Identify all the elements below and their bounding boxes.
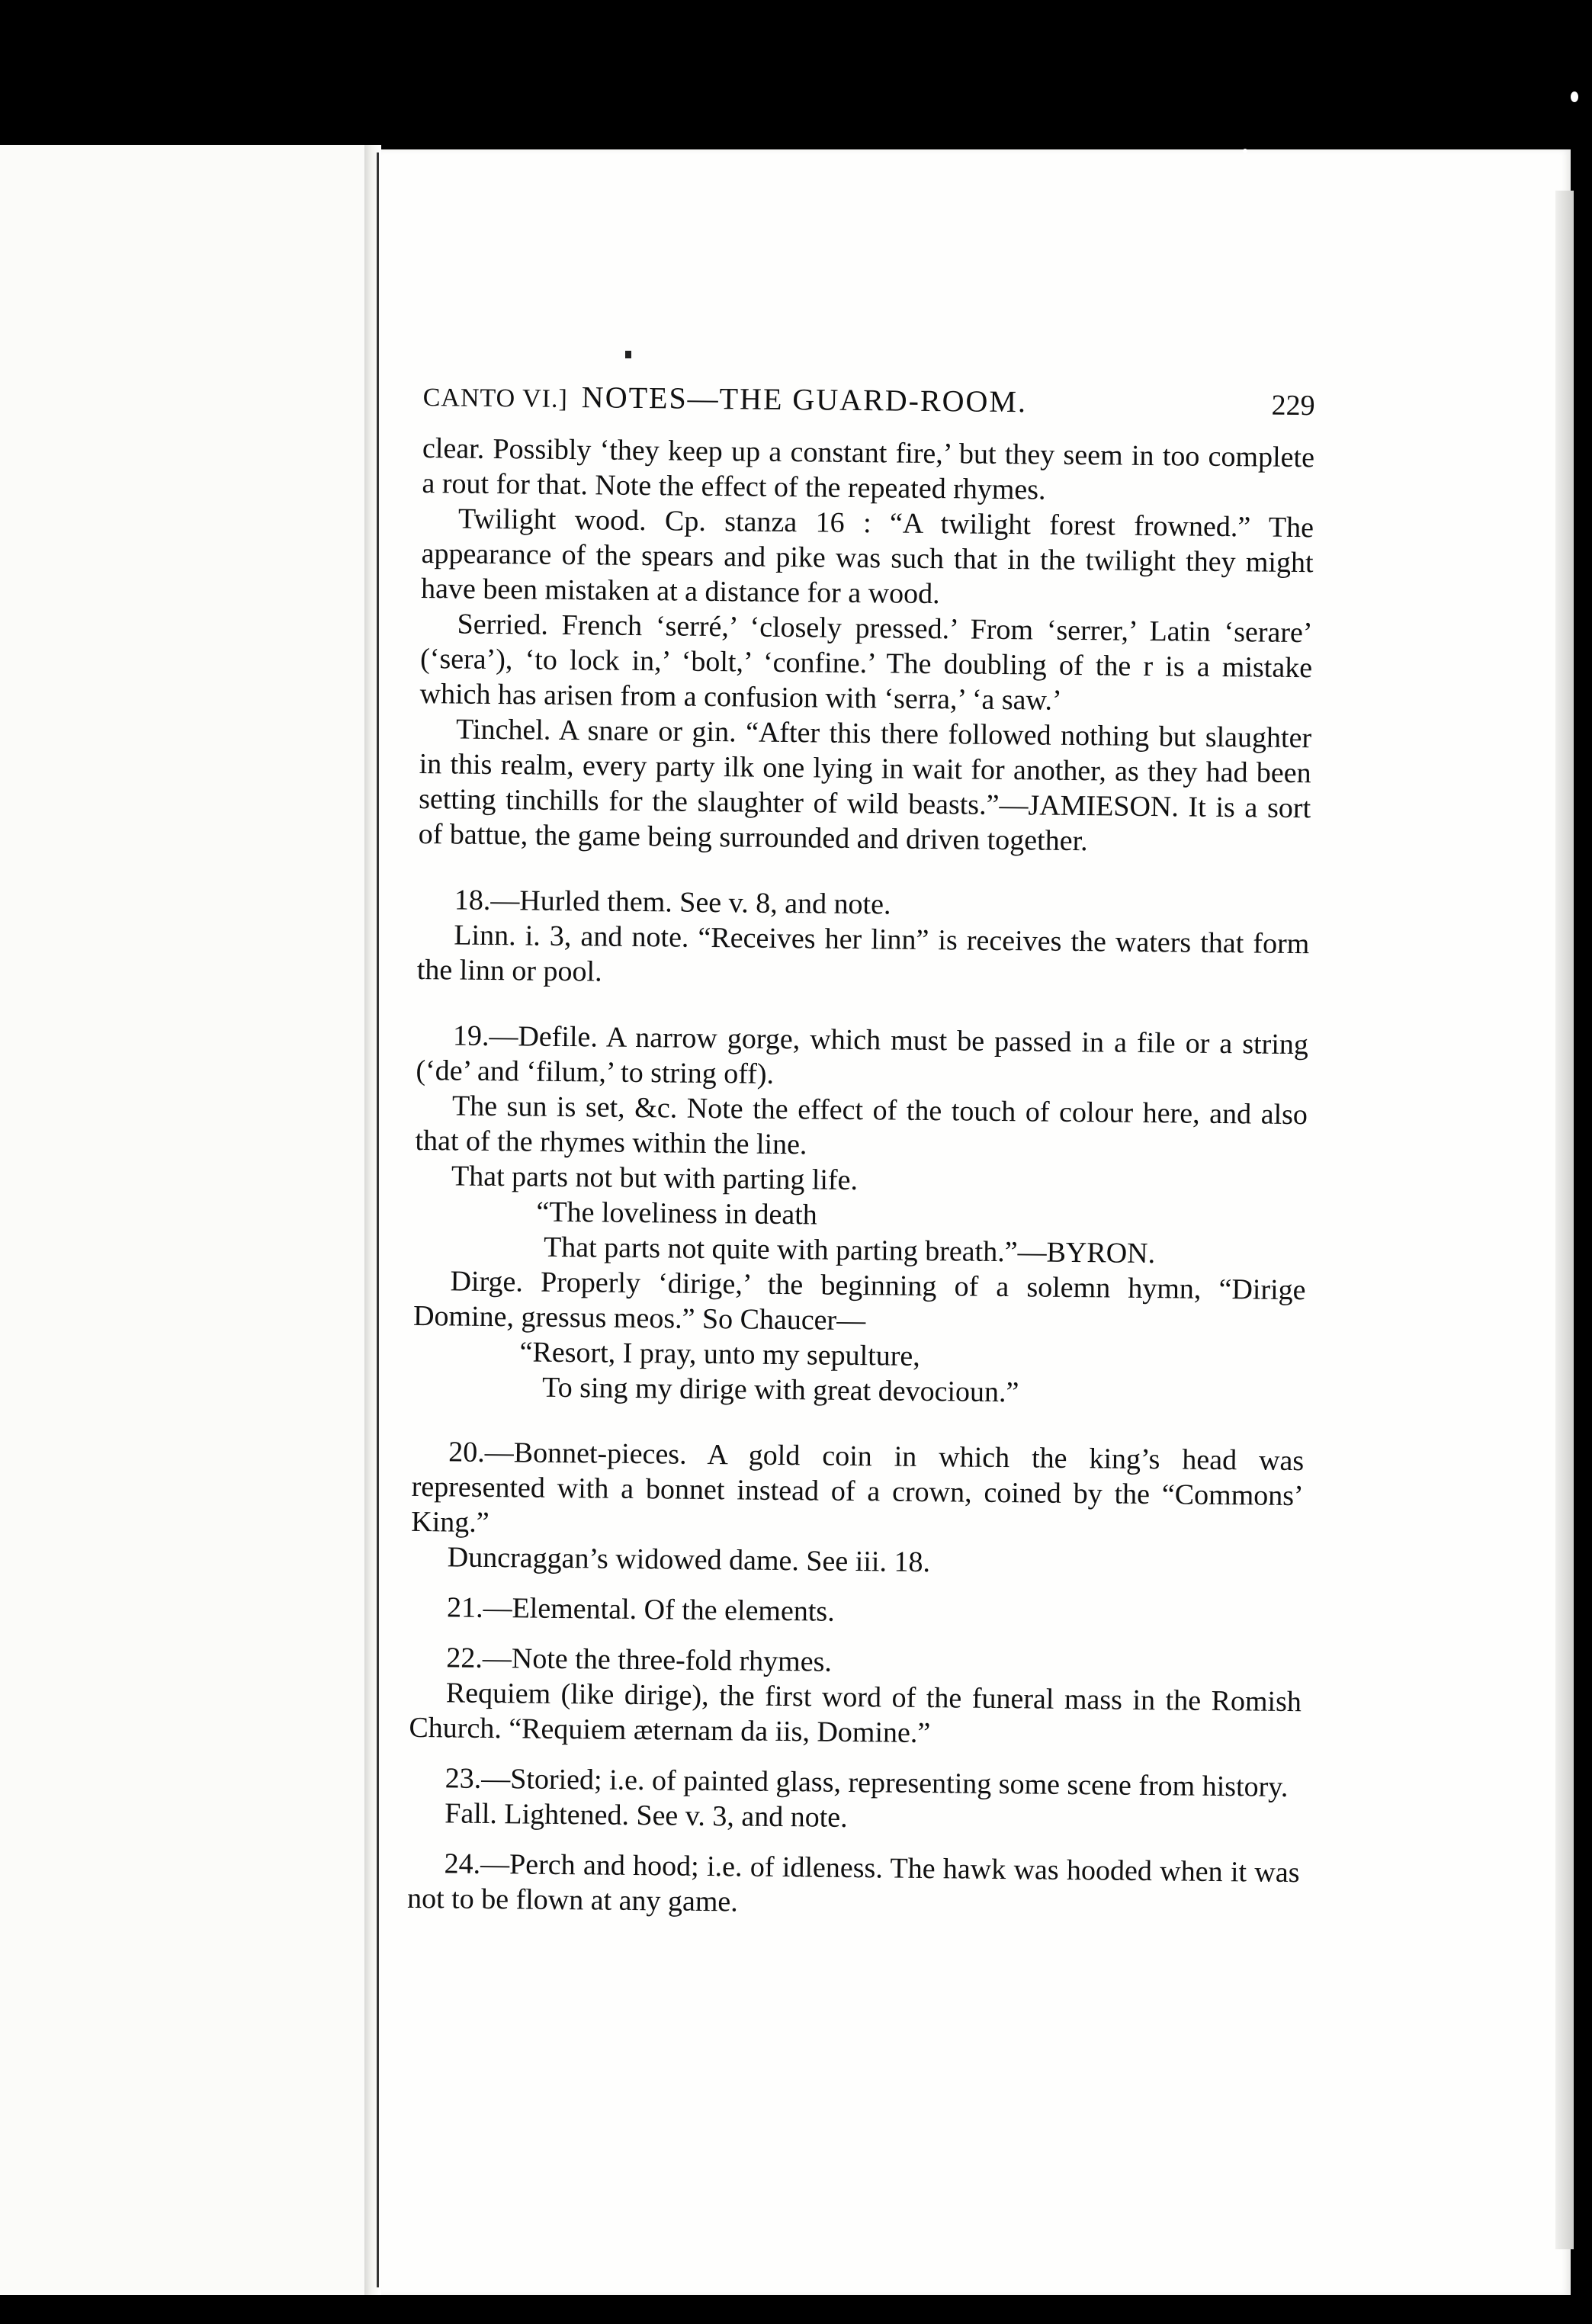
- page-edge-shadow: [1555, 191, 1574, 2249]
- page-edge-line: [377, 152, 379, 2287]
- running-header: [422, 377, 1315, 440]
- note-requiem: Requiem (like dirige), the first word of the funeral mass in the Romish Church. “Requiem æternam da iis, Domine.”: [409, 1677, 1302, 1750]
- ink-dot: [625, 351, 631, 358]
- dust-speck: [1243, 149, 1247, 153]
- quote-line: “Resort, I pray, unto my sepulture,: [519, 1336, 921, 1372]
- canto-label: CANTO VI.]: [422, 383, 568, 413]
- page-content: [407, 377, 1315, 1925]
- note-21: 21.—Elemental. Of the elements.: [446, 1591, 835, 1628]
- note-linn: Linn. i. 3, and note. “Receives her linn” is receives the waters that form the linn or pool.: [416, 919, 1310, 988]
- note-twilight-wood: Twilight wood. Cp. stanza 16 : “A twilight forest frowned.” The appearance of the spears and pike was such that in the twilight they might have been mistaken at a distance for a wood.: [420, 502, 1314, 611]
- note-paragraph: clear. Possibly ‘they keep up a constant fire,’ but they seem in too complete a rout for that. Note the effect of the repeated rhymes.: [422, 432, 1315, 506]
- note-serried: Serried. French ‘serré,’ ‘closely pressed.’ From ‘serrer,’ Latin ‘serare’ (‘sera’), ‘to lock in,’ ‘bolt,’ ‘confine.’ The doubling of the r is a mistake which has arisen from a confusion with ‘serra,’ ‘a saw.’: [419, 608, 1313, 717]
- note-18: 18.—Hurled them. See v. 8, and note.: [454, 884, 891, 921]
- note-sun-is-set: The sun is set, &c. Note the effect of the touch of colour here, and also that of the rhymes within the line.: [415, 1090, 1308, 1161]
- quote-line: That parts not quite with parting breath.”—BYRON.: [543, 1231, 1156, 1270]
- note-22: 22.—Note the three-fold rhymes.: [446, 1642, 833, 1678]
- note-19: 19.—Defile. A narrow gorge, which must be passed in a file or a string (‘de’ and ‘filum,’ to string off).: [416, 1019, 1309, 1090]
- note-20: 20.—Bonnet-pieces. A gold coin in which the king’s head was represented with a bonnet instead of a crown, coined by the “Commons’ King.”: [411, 1436, 1305, 1539]
- quote-line: “The loveliness in death: [536, 1196, 818, 1231]
- quote-line: To sing my dirige with great devocioun.”: [541, 1371, 1019, 1409]
- note-tinchel: Tinchel. A snare or gin. “After this there followed nothing but slaughter in this realm, every party ilk one lying in wait for another, as they had been setting tinchills for the slaughter of wild beasts.”—JAMIESON. It is a sort of battue, the game being surrounded and driven together.: [418, 713, 1312, 858]
- page-title: NOTES—THE GUARD-ROOM.: [581, 380, 1028, 419]
- note-dirge: Dirge. Properly ‘dirige,’ the beginning of a solemn hymn, “Dirige Domine, gressus meos.” So Chaucer—: [412, 1265, 1306, 1337]
- note-23: 23.—Storied; i.e. of painted glass, representing some scene from history.: [445, 1762, 1289, 1803]
- page-number: 229: [1271, 389, 1315, 422]
- note-24: 24.—Perch and hood; i.e. of idleness. The hawk was hooded when it was not to be flown at any game.: [406, 1847, 1300, 1918]
- note-fall-lightened: Fall. Lightened. See v. 3, and note.: [445, 1797, 848, 1834]
- dust-speck: [1571, 91, 1578, 102]
- left-page: [0, 145, 364, 2295]
- note-duncraggan: Duncraggan’s widowed dame. See iii. 18.: [447, 1541, 931, 1579]
- note-parting-life: That parts not but with parting life.: [451, 1160, 859, 1197]
